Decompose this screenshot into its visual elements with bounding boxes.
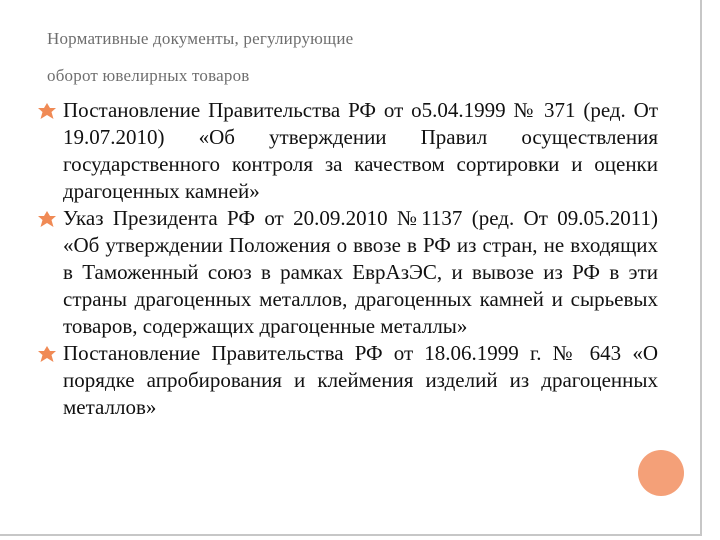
decorative-circle	[638, 450, 684, 496]
bullet-item-2	[36, 205, 658, 340]
bullet-item-3	[36, 340, 658, 421]
bullet-list	[36, 97, 658, 421]
star-bullet-icon	[38, 211, 56, 227]
bullet-text-2: Указ Президента РФ от 20.09.2010 №1137 (ред. От 09.05.2011) «Об утверждении Положения о ввозе в РФ из стран, не входящих в Таможенный союз в рамках ЕврАзЭС, и вывозе из РФ в эти страны драгоценных металлов, драгоценных камней и сырьевых товаров, содержащих драгоценные металлы»	[63, 206, 658, 338]
title-line-2: оборот ювелирных товаров	[47, 66, 250, 85]
bullet-text-3: Постановление Правительства РФ от 18.06.1999 г. № 643 «О порядке апробирования и клеймения изделий из драгоценных металлов»	[63, 341, 658, 419]
star-bullet-icon	[38, 346, 56, 362]
bullet-item-1	[36, 97, 658, 205]
slide-title	[47, 20, 667, 94]
bullet-text-1: Постановление Правительства РФ от о5.04.1999 № 371 (ред. От 19.07.2010) «Об утверждении Правил осуществления государственного контроля за качеством сортировки и оценки драгоценных камней»	[63, 98, 658, 203]
star-bullet-icon	[38, 103, 56, 119]
title-line-1: Нормативные документы, регулирующие	[47, 29, 354, 48]
